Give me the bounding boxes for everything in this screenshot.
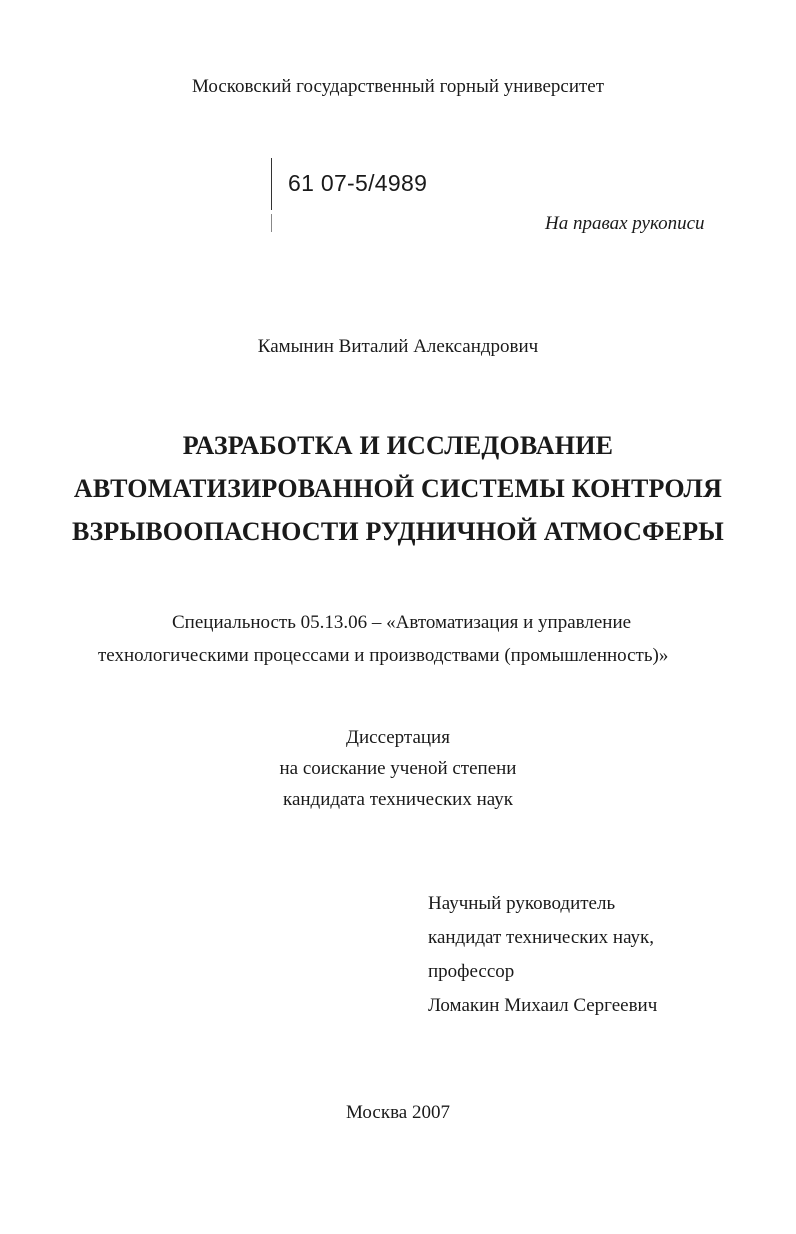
degree-line-3: кандидата технических наук <box>283 789 513 810</box>
supervisor-role: Научный руководитель <box>428 893 616 914</box>
supervisor-name: Ломакин Михаил Сергеевич <box>428 995 658 1016</box>
degree-block <box>0 722 796 815</box>
specialty-line-2: технологическими процессами и производствами (промышленность)» <box>98 645 669 666</box>
degree-line-1: Диссертация <box>346 727 450 748</box>
degree-line-2: на соискание ученой степени <box>279 758 517 779</box>
supervisor-rank: профессор <box>428 961 515 982</box>
supervisor-block <box>428 887 657 1023</box>
university-name: Московский государственный горный университет <box>191 76 605 97</box>
author-name: Камынин Виталий Александрович <box>257 336 539 357</box>
dissertation-title <box>0 424 796 553</box>
library-stamp-number: 61 07-5/4989 <box>288 170 428 196</box>
title-line-2: АВТОМАТИЗИРОВАННОЙ СИСТЕМЫ КОНТРОЛЯ <box>73 474 723 503</box>
stamp-divider <box>271 158 272 210</box>
city-year: Москва 2007 <box>346 1102 450 1123</box>
specialty-block <box>0 606 796 672</box>
rights-note: На правах рукописи <box>545 213 705 234</box>
title-line-1: РАЗРАБОТКА И ИССЛЕДОВАНИЕ <box>182 431 614 460</box>
supervisor-degree: кандидат технических наук, <box>428 927 655 948</box>
stamp-divider-tail <box>271 214 272 232</box>
specialty-line-1: Специальность 05.13.06 – «Автоматизация и управление <box>172 612 632 633</box>
title-line-3: ВЗРЫВООПАСНОСТИ РУДНИЧНОЙ АТМОСФЕРЫ <box>71 517 725 546</box>
